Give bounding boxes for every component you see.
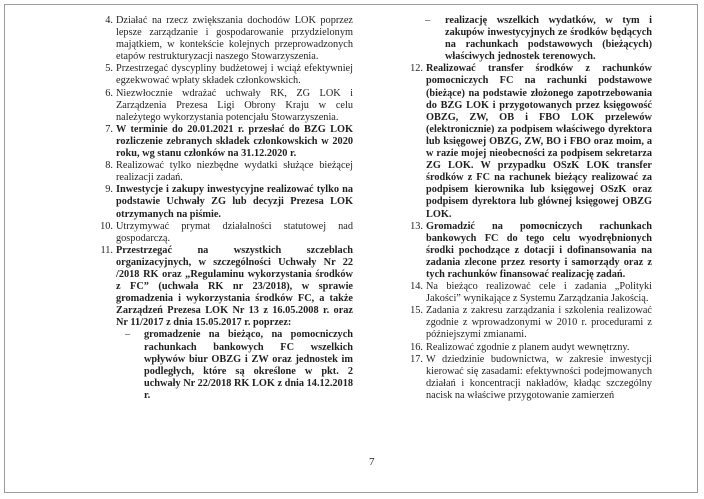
list-item-10 [87,221,353,245]
item-number: 9. [105,184,113,196]
sub-item-text: gromadzenie na bieżąco, na pomocniczych rachunkach bankowych FC wszelkich wpływów biur OBZG i ZW oraz jednostek im podległych, które są określone w pkt. 2 uchwały Nr 22/2018 RK LOK z dnia 14.12.2018 r. [144,329,353,401]
item-text: W dziedzinie budownictwa, w zakresie inwestycji kierować się zasadami: efektywności podejmowanych działań i koncentracji nakładów, kładąc szczególny nacisk na właściwe przygotowanie zamierzeń [426,353,652,401]
item-text: Inwestycje i zakupy inwestycyjne realizować tylko na podstawie Uchwały ZG lub decyzji Prezesa LOK otrzymanych na piśmie. [116,184,353,220]
list-item-5 [87,63,353,87]
list-item-17 [397,354,652,402]
sub-item-text: realizację wszelkich wydatków, w tym i zakupów inwestycyjnych ze środków będących na rachunkach podstawowych (bieżących) właściwych jednostek terenowych. [445,15,652,63]
item-text: Realizować transfer środków z rachunków pomocniczych FC na rachunki podstawowe (bieżące) na podstawie złożonego zapotrzebowania do BZG LOK i przygotowanych przez księgowość OBZG, ZW, OB i FBO LOK przelewów (elektronicznie) za podpisem właściwego dyrektora lub księgowej OBZG, ZW, BO i FBO oraz moim, a w razie mojej nieobecności za podpisem sekretarza ZG LOK. W przypadku OSzK LOK transfer środków z FC na rachunek bieżący realizować za podpisem kierownika lub księgowej OSzK oraz podpisem dyrektora lub głównej księgowej OBZG LOK. [426,63,652,220]
item-text: Przestrzegać dyscypliny budżetowej i wciąż efektywniej egzekwować wpłaty składek członkowskich. [116,63,353,87]
item-text: Gromadzić na pomocniczych rachunkach bankowych FC do tego celu wyodrębnionych środki pochodzące z dotacji i dofinansowania na zadania zlecone przez resorty i samorządy oraz z tych rachunków finansować realizację zadań. [426,220,652,280]
list-item-14 [397,281,652,305]
list-item-8 [87,160,353,184]
left-column [87,15,353,402]
item-text: Działać na rzecz zwiększania dochodów LOK poprzez lepsze zarządzanie i gospodarowanie przydzielonym majątkiem, w kontekście kolejnych przeprowadzonych etapów restrukturyzacji naszego Stowarzyszenia. [116,15,353,63]
item-number: 17. [410,353,423,365]
item-number: 4. [105,15,113,26]
list-item-11 [87,245,353,330]
right-column [397,15,652,402]
item-number: 14. [410,281,423,293]
item-number: 7. [105,123,113,135]
dash-bullet: – [125,329,131,341]
item-text: Utrzymywać prymat działalności statutowej nad gospodarczą. [116,220,353,244]
list-item-16 [397,342,652,354]
item-number: 8. [105,160,113,172]
sub-item-expenses [417,15,652,63]
list-item-4 [87,15,353,63]
item-number: 6. [105,87,113,99]
item-number: 10. [100,220,113,232]
list-item-13 [397,221,652,281]
item-text: W terminie do 20.01.2021 r. przesłać do BZG LOK rozliczenie zebranych składek członkowskich w 2020 roku, wg stanu członków na 31.12.2020 r. [116,123,353,160]
item-text: Niezwłocznie wdrażać uchwały RK, ZG LOK i Zarządzenia Prezesa Ligi Obrony Kraju w celu należytego wykorzystania potencjału Stowarzyszenia. [116,87,353,123]
item-text: Na bieżąco realizować cele i zadania „Polityki Jakości” wynikające z Systemu Zarządzania Jakością. [426,281,652,305]
sub-item-fundraising [116,329,353,402]
item-text: Zadania z zakresu zarządzania i szkolenia realizować zgodnie z wprowadzonymi w 2010 r. procedurami z późniejszymi zmianami. [426,305,652,341]
item-number: 5. [105,63,113,75]
item-text: Realizować zgodnie z planem audyt wewnętrzny. [426,341,630,353]
item-number: 15. [410,305,423,317]
page-number: 7 [369,456,375,468]
list-item-12 [397,63,652,220]
dash-bullet: – [425,15,431,26]
item-number: 16. [410,341,423,353]
list-item-9 [87,184,353,220]
item-text: Realizować tylko niezbędne wydatki służące bieżącej realizacji zadań. [116,160,353,184]
item-number: 12. [410,63,423,75]
document-page [4,4,698,493]
list-item-6 [87,88,353,124]
list-item-15 [397,305,652,341]
list-item-7 [87,124,353,160]
item-number: 11. [100,244,113,256]
item-text: Przestrzegać na wszystkich szczeblach organizacyjnych, w szczególności Uchwały Nr 22 /2018 RK oraz „Regulaminu wykorzystania środków z FC” (uchwała RK nr 23/2018), w sprawie gromadzenia i wykorzystania środków FC, a także Zarządzeń Prezesa LOK Nr 13 z 16.05.2008 r. oraz Nr 11/2017 z dnia 15.05.2017 r. poprzez: [116,244,353,329]
item-number: 13. [410,220,423,232]
